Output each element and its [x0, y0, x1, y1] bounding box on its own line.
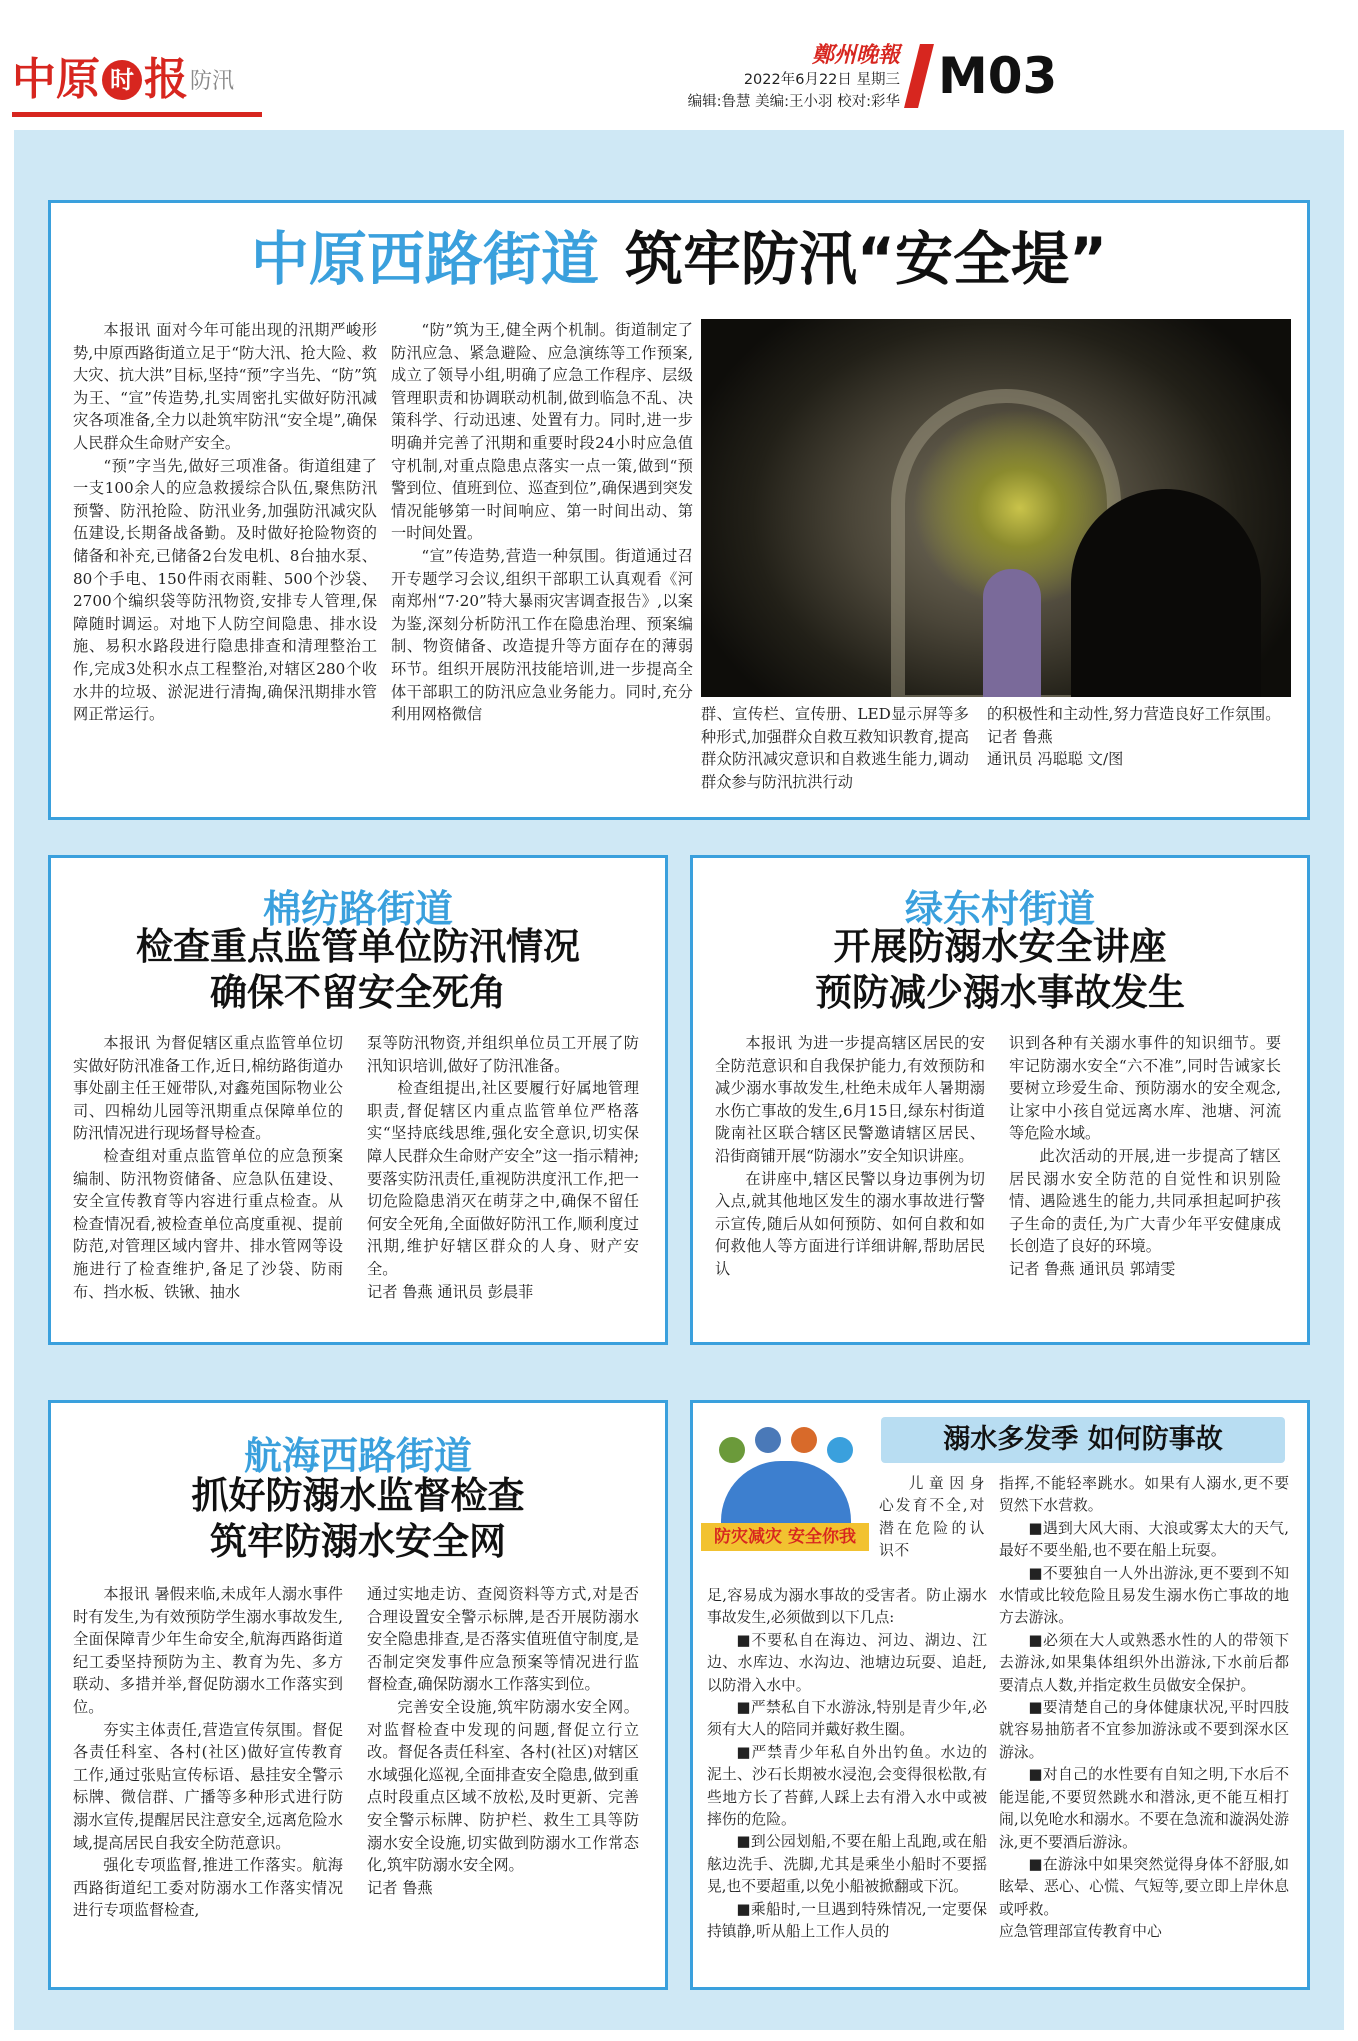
story1-box [48, 200, 1310, 820]
header-rule [12, 112, 262, 117]
list-item: ■对自己的水性要有自知之明,下水后不能逞能,不要贸然跳水和潜泳,更不能互相打闹,以免呛水和溺水。不要在急流和漩涡处游泳,更不要酒后游泳。 [999, 1766, 1289, 1851]
story1-col3 [701, 703, 969, 793]
story2-col1 [73, 1032, 343, 1303]
tree-icon [719, 1437, 745, 1463]
paragraph: 本报讯 为进一步提高辖区居民的安全防范意识和自我保护能力,有效预防和减少溺水事故发生,杜绝未成年人暑期溺水伤亡事故的发生,6月15日,绿东村街道陇南社区联合辖区民警邀请辖区居民、沿街商铺开展“防溺水”安全知识讲座。 [715, 1034, 985, 1165]
paragraph: 本报讯 为督促辖区重点监管单位切实做好防汛准备工作,近日,棉纺路街道办事处副主任王娅带队,对鑫苑国际物业公司、四棉幼儿园等汛期重点保障单位的防汛情况进行现场督导检查。 [73, 1034, 343, 1143]
story1-photo [701, 319, 1291, 697]
story4-headline-1: 抓好防溺水监督检查 [191, 1474, 525, 1517]
paragraph: 指挥,不能轻率跳水。如果有人溺水,更不要贸然下水营救。 [999, 1475, 1289, 1515]
byline: 记者 鲁燕 [367, 1878, 433, 1897]
story2-box [48, 855, 668, 1345]
list-item: ■到公园划船,不要在船上乱跑,或在船舷边洗手、洗脚,尤其是乘坐小船时不要摇晃,也不要超重,以免小船被掀翻或下沉。 [707, 1833, 987, 1896]
editors-line: 编辑:鲁慧 美编:王小羽 校对:彩华 [687, 94, 900, 110]
list-item: ■必须在大人或熟悉水性的人的带领下去游泳,如果集体组织外出游泳,下水前后都要清点人数,并指定救生员做安全保护。 [999, 1631, 1289, 1694]
list-item: ■严禁青少年私自外出钓鱼。水边的泥土、沙石长期被水浸泡,会变得很松散,有些地方长了苔藓,人踩上去有滑入水中或被摔伤的危险。 [707, 1743, 987, 1829]
silhouette-figure [1071, 489, 1261, 697]
paragraph: 群、宣传栏、宣传册、LED显示屏等多种形式,加强群众自救互救知识教育,提高群众防汛减灾意识和自救逃生能力,调动群众参与防汛抗洪行动 [701, 705, 969, 791]
paragraph: “预”字当先,做好三项准备。街道组建了一支100余人的应急救援综合队伍,聚焦防汛预警、防汛抢险、防汛业务,加强防汛减灾队伍建设,长期备战备勤。及时做好抢险物资的储备和补充,已储备2台发电机、8台抽水泵、80个手电、150件雨衣雨鞋、500个沙袋、2700个编织袋等防汛物资,安排专人管理,保障随时调运。对地下人防空间隐患、排水设施、易积水路段进行隐患排查和清理整治工作,完成3处积水点工程整治,对辖区280个收水井的垃圾、淤泥进行清掏,确保汛期排水管网正常运行。 [73, 456, 377, 724]
list-item: ■要清楚自己的身体健康状况,平时四肢就容易抽筋者不宜参加游泳或不要到深水区游泳。 [999, 1699, 1289, 1761]
list-item: ■严禁私自下水游泳,特别是青少年,必须有大人的陪同并戴好救生圈。 [707, 1699, 987, 1739]
story5-box [690, 1400, 1310, 1990]
paper-name: 鄭州晚報 [811, 42, 900, 68]
story5-col1-top [879, 1473, 985, 1563]
paragraph: 检查组对重点监管单位的应急预案编制、防汛物资储备、应急队伍建设、安全宣传教育等内容进行重点检查。从检查情况看,被检查单位高度重视、提前防范,对管理区域内窨井、排水管网等设施进行了检查维护,备足了沙袋、防雨布、挡水板、铁锹、抽水 [73, 1146, 343, 1301]
story1-title-a: 中原西路街道 [250, 225, 599, 293]
list-item: ■在游泳中如果突然觉得身体不舒服,如眩晕、恶心、心慌、气短等,要立即上岸休息或呼救。 [999, 1855, 1289, 1918]
story3-col1 [715, 1032, 985, 1281]
paragraph: 夯实主体责任,营造宣传氛围。督促各责任科室、各村(社区)做好宣传教育工作,通过张贴宣传标语、悬挂安全警示标牌、微信群、广播等多种形式进行防溺水宣传,提醒居民注意安全,远离危险水域,提高居民自我安全防范意识。 [73, 1720, 343, 1852]
byline: 记者 鲁燕 通讯员 郭靖雯 [1009, 1259, 1176, 1278]
paragraph: 本报讯 暑假来临,未成年人溺水事件时有发生,为有效预防学生溺水事故发生,全面保障青少年生命安全,航海西路街道纪工委坚持预防为主、教育为先、多方联动、多措并举,督促防溺水工作落实到位。 [73, 1585, 343, 1716]
paragraph: “防”筑为王,健全两个机制。街道制定了防汛应急、紧急避险、应急演练等工作预案,成立了领导小组,明确了应急工作程序、层级管理职责和协调联动机制,做到临急不乱、决策科学、行动迅速、处置有力。同时,进一步明确并完善了汛期和重要时段24小时应急值守机制,对重点隐患点落实一点一策,做到“预警到位、值班到位、巡查到位”,确保遇到突发情况能够第一时间响应、第一时间出动、第一时间处置。 [391, 321, 693, 543]
story1-col1 [73, 319, 377, 726]
logo-text-c: 报 [144, 54, 188, 105]
story1-col2 [391, 319, 693, 726]
story3-headline-2: 预防减少溺水事故发生 [815, 971, 1185, 1014]
story2-headline-2: 确保不留安全死角 [210, 971, 506, 1014]
story4-box [48, 1400, 668, 1990]
story3-col2 [1009, 1032, 1281, 1281]
badge-label: 防灾减灾 安全你我 [701, 1523, 869, 1551]
paragraph: 完善安全设施,筑牢防溺水安全网。对监督检查中发现的问题,督促立行立改。督促各责任科室、各村(社区)对辖区水域强化巡视,全面排查安全隐患,做到重点时段重点区域不放松,及时更新、完善安全警示标牌、防护栏、救生工具等防溺水安全设施,切实做到防溺水工作常态化,筑牢防溺水安全网。 [367, 1697, 639, 1875]
story2-headline-1: 检查重点监管单位防汛情况 [136, 925, 580, 968]
paragraph: 检查组提出,社区要履行好属地管理职责,督促辖区内重点监管单位严格落实“坚持底线思维,强化安全意识,切实保障人民群众生命财产安全”这一指示精神;要落实防汛责任,重视防洪度汛工作,把一切危险隐患消灭在萌芽之中,确保不留任何安全死角,全面做好防汛工作,顺利度过汛期,维护好辖区群众的人身、财产安全。 [367, 1079, 639, 1278]
issue-date: 2022年6月22日 星期三 [743, 72, 900, 88]
list-item: ■不要私自在海边、河边、湖边、江边、水库边、水沟边、池塘边玩耍、追赶,以防滑入水中。 [707, 1631, 987, 1694]
page-number: M03 [938, 47, 1058, 105]
list-item: ■遇到大风大雨、大浪或雾太大的天气,最好不要坐船,也不要在船上玩耍。 [999, 1519, 1289, 1560]
paragraph: 强化专项监督,推进工作落实。航海西路街道纪工委对防溺水工作落实情况进行专项监督检查, [73, 1856, 343, 1920]
fire-icon [791, 1427, 817, 1453]
byline: 记者 鲁燕 [987, 727, 1053, 746]
list-item: ■不要独自一人外出游泳,更不要到不知水情或比较危险且易发生溺水伤亡事故的地方去游泳。 [999, 1564, 1289, 1627]
paragraph: “宣”传造势,营造一种氛围。街道通过召开专题学习会议,组织干部职工认真观看《河南郑州“7·20”特大暴雨灾害调查报告》,以案为鉴,深刻分析防汛工作在隐患治理、预案编制、物资储备、改造提升等方面存在的薄弱环节。组织开展防汛技能培训,进一步提高全体干部职工的防汛应急业务能力。同时,充分利用网格微信 [391, 546, 693, 724]
section-label: 防汛 [190, 69, 235, 94]
worker-figure [983, 569, 1041, 697]
story2-subtitle: 棉纺路街道 [262, 887, 453, 931]
story5-title: 溺水多发季 如何防事故 [943, 1424, 1223, 1455]
paragraph: 本报讯 面对今年可能出现的汛期严峻形势,中原西路街道立足于“防大汛、抢大险、救大灾、抗大洪”目标,坚持“预”字当先、“防”筑为王、“宣”传造势,扎实周密扎实做好防汛减灾各项准备,全力以赴筑牢防汛“安全堤”,确保人民群众生命财产安全。 [73, 321, 377, 452]
story4-col1 [73, 1583, 343, 1922]
paragraph: 儿童因身心发育不全,对潜在危险的认识不 [879, 1475, 985, 1560]
byline: 通讯员 冯聪聪 文/图 [987, 750, 1124, 769]
story4-col2 [367, 1583, 639, 1899]
paragraph: 足,容易成为溺水事故的受害者。防止溺水事故发生,必须做到以下几点: [707, 1587, 987, 1627]
page-slash [904, 44, 934, 108]
paragraph: 的积极性和主动性,努力营造良好工作氛围。 [987, 705, 1281, 723]
story3-headline-1: 开展防溺水安全讲座 [833, 925, 1167, 968]
story1-title [51, 223, 1307, 295]
paragraph: 通过实地走访、查阅资料等方式,对是否合理设置安全警示标牌,是否开展防溺水安全隐患排查,是否落实值班值守制度,是否制定突发事件应急预案等情况进行监督检查,确保防溺水工作落实到位。 [367, 1585, 639, 1694]
story2-col2 [367, 1032, 639, 1303]
safety-badge [701, 1427, 869, 1577]
paragraph: 泵等防汛物资,并组织单位员工开展了防汛知识培训,做好了防汛准备。 [367, 1034, 639, 1075]
byline: 应急管理部宣传教育中心 [999, 1923, 1162, 1941]
byline: 记者 鲁燕 通讯员 彭晨菲 [367, 1282, 534, 1301]
story3-subtitle: 绿东村街道 [904, 887, 1095, 931]
story5-col2 [999, 1473, 1289, 1944]
paragraph: 此次活动的开展,进一步提高了辖区居民溺水安全防范的自觉性和识别险情、遇险逃生的能力,共同承担起呵护孩子生命的责任,为广大青少年平安健康成长创造了良好的环境。 [1009, 1146, 1281, 1256]
paragraph: 在讲座中,辖区民警以身边事例为切入点,就其他地区发生的溺水事故进行警示宣传,随后从如何预防、如何自救和如何救他人等方面进行详细讲解,帮助居民认 [715, 1169, 985, 1278]
story4-headline-2: 筑牢防溺水安全网 [210, 1520, 506, 1563]
flood-icon [827, 1437, 853, 1463]
storm-icon [755, 1427, 781, 1453]
story1-title-b: 筑牢防汛“安全堤” [624, 225, 1108, 293]
logo-text-a: 中原 [12, 54, 100, 105]
story4-subtitle: 航海西路街道 [243, 1434, 472, 1478]
story3-box [690, 855, 1310, 1345]
story5-col1 [707, 1585, 987, 1944]
paragraph: 识到各种有关溺水事件的知识细节。要牢记防溺水安全“六不准”,同时告诫家长要树立珍爱生命、预防溺水的安全观念,让家中小孩自觉远离水库、池塘、河流等危险水域。 [1009, 1034, 1281, 1143]
logo-circle: 时 [102, 60, 142, 100]
list-item: ■乘船时,一旦遇到特殊情况,一定要保持镇静,听从船上工作人员的 [707, 1900, 987, 1941]
story1-col4 [987, 703, 1289, 771]
